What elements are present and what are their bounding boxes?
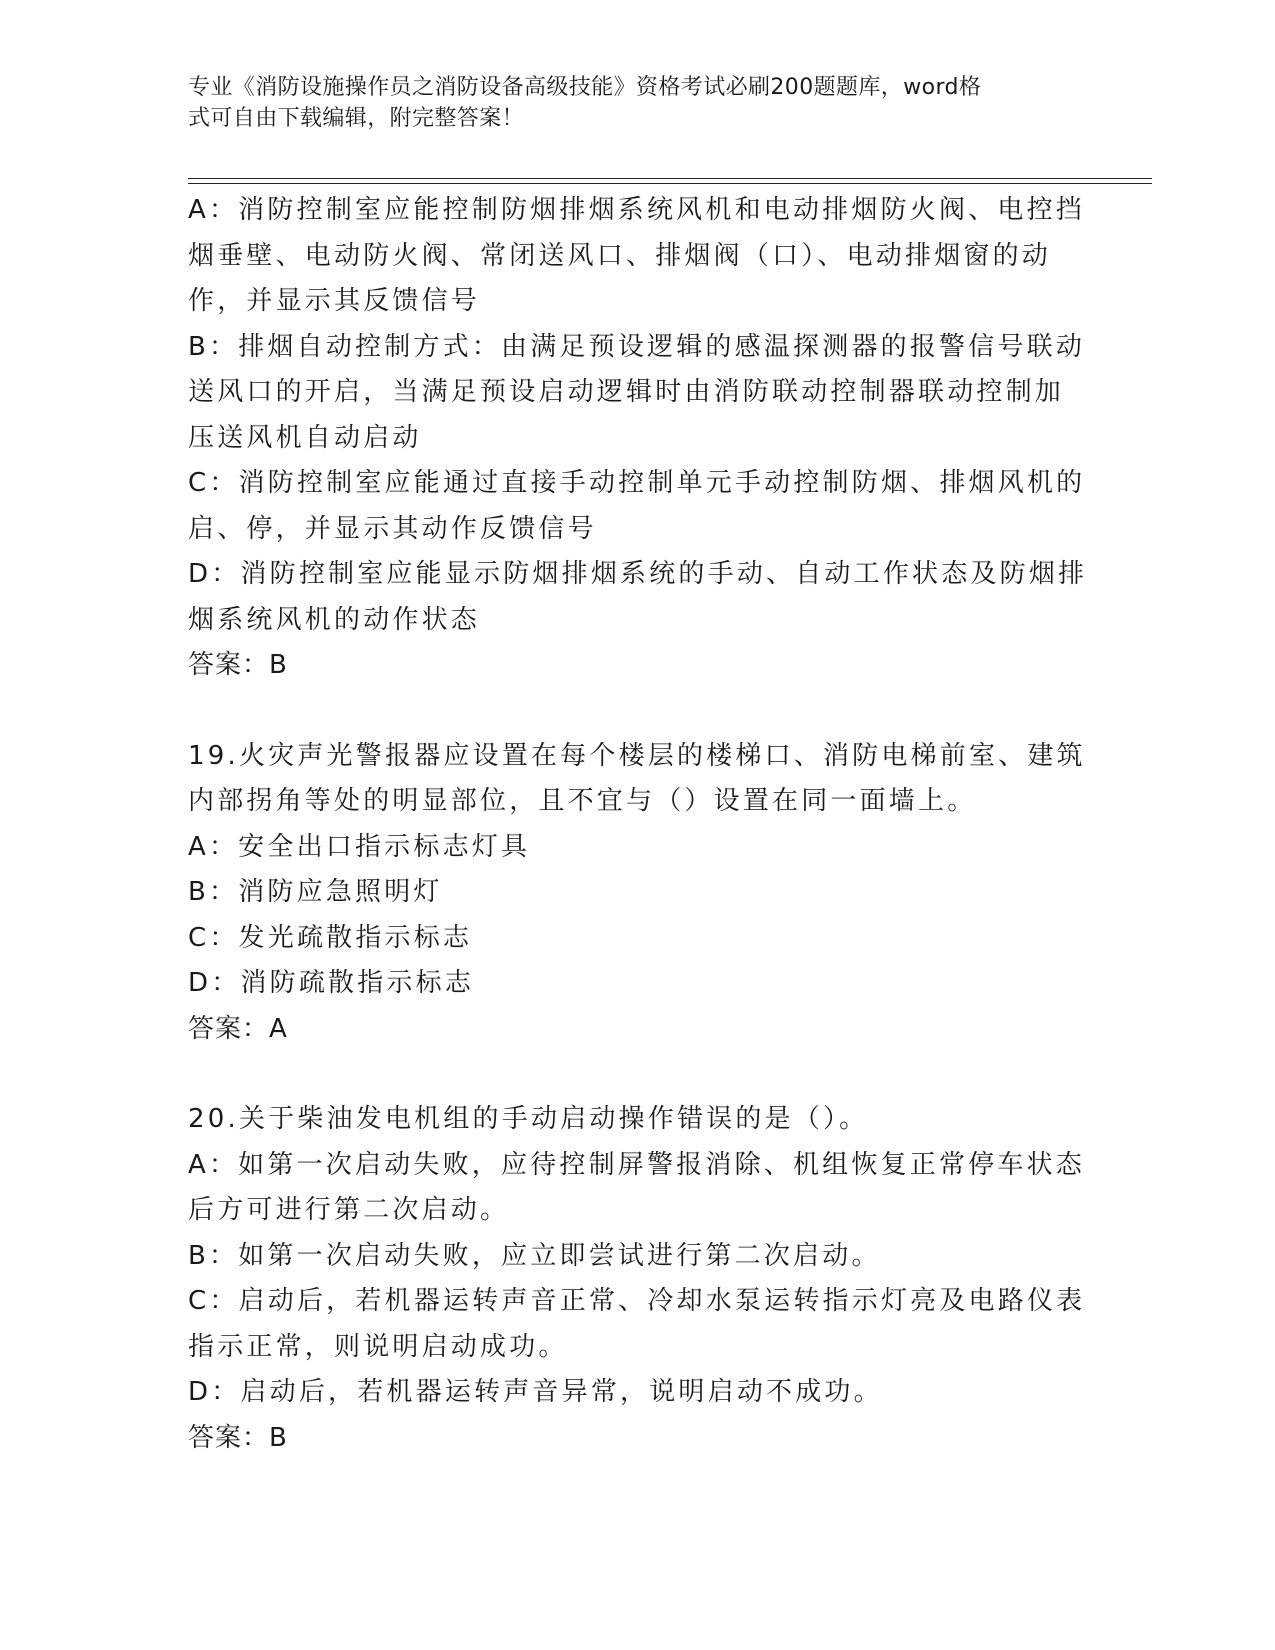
question-20 xyxy=(188,1097,1088,1461)
answer-line: 答案：A xyxy=(188,1013,288,1044)
header-divider-top xyxy=(188,178,1152,179)
option-line: A：如第一次启动失败，应待控制屏警报消除、机组恢复正常停车状态 xyxy=(188,1149,1085,1180)
option-line: 指示正常，则说明启动成功。 xyxy=(188,1331,568,1362)
option-c xyxy=(188,1279,1088,1370)
stem-line: 19.火灾声光警报器应设置在每个楼层的楼梯口、消防电梯前室、建筑 xyxy=(188,740,1086,771)
option-line: 启、停，并显示其动作反馈信号 xyxy=(188,513,597,544)
document-header xyxy=(188,72,1068,134)
option-b xyxy=(188,325,1088,462)
header-line-2: 式可自由下载编辑，附完整答案！ xyxy=(188,106,525,131)
option-a: A：安全出口指示标志灯具 xyxy=(188,831,531,862)
answer-line: 答案：B xyxy=(188,650,288,680)
option-a xyxy=(188,188,1088,325)
option-line: 作，并显示其反馈信号 xyxy=(188,286,481,316)
question-stem xyxy=(188,1097,1088,1143)
option-d xyxy=(188,552,1088,643)
option-line: B：如第一次启动失败，应立即尝试进行第二次启动。 xyxy=(188,1240,881,1271)
option-d xyxy=(188,1370,1088,1416)
option-line: C：启动后，若机器运转声音正常、冷却水泵运转指示灯亮及电路仪表 xyxy=(188,1286,1086,1316)
option-line: 烟垂壁、电动防火阀、常闭送风口、排烟阀（口）、电动排烟窗的动 xyxy=(188,240,1052,271)
question-18 xyxy=(188,188,1088,689)
option-b: B：消防应急照明灯 xyxy=(188,877,443,907)
header-line-1: 专业《消防设施操作员之消防设备高级技能》资格考试必刷200题题库，word格 xyxy=(188,75,982,100)
question-spacer xyxy=(188,689,1088,734)
stem-line: 内部拐角等处的明显部位，且不宜与（）设置在同一面墙上。 xyxy=(188,786,977,816)
option-line: 送风口的开启，当满足预设启动逻辑时由消防联动控制器联动控制加 xyxy=(188,377,1065,407)
option-b xyxy=(188,1234,1088,1280)
option-d: D：消防疏散指示标志 xyxy=(188,968,475,998)
option-line: 压送风机自动启动 xyxy=(188,422,422,453)
option-line: D：启动后，若机器运转声音异常，说明启动不成功。 xyxy=(188,1377,883,1407)
option-a xyxy=(188,1143,1088,1234)
option-line: B：排烟自动控制方式：由满足预设逻辑的感温探测器的报警信号联动 xyxy=(188,331,1086,362)
question-stem xyxy=(188,734,1088,825)
question-content xyxy=(188,188,1088,1461)
stem-line: 20.关于柴油发电机组的手动启动操作错误的是（）。 xyxy=(188,1104,869,1134)
option-c xyxy=(188,461,1088,552)
option-line: 烟系统风机的动作状态 xyxy=(188,604,481,635)
option-line: 后方可进行第二次启动。 xyxy=(188,1195,510,1225)
header-divider-bottom xyxy=(188,183,1152,184)
answer-line: 答案：B xyxy=(188,1422,288,1453)
question-spacer xyxy=(188,1052,1088,1097)
option-c: C：发光疏散指示标志 xyxy=(188,922,473,953)
option-line: D：消防控制室应能显示防烟排烟系统的手动、自动工作状态及防烟排 xyxy=(188,559,1088,589)
option-line: C：消防控制室应能通过直接手动控制单元手动控制防烟、排烟风机的 xyxy=(188,468,1086,498)
option-line: A：消防控制室应能控制防烟排烟系统风机和电动排烟防火阀、电控挡 xyxy=(188,195,1085,225)
question-19 xyxy=(188,734,1088,1053)
